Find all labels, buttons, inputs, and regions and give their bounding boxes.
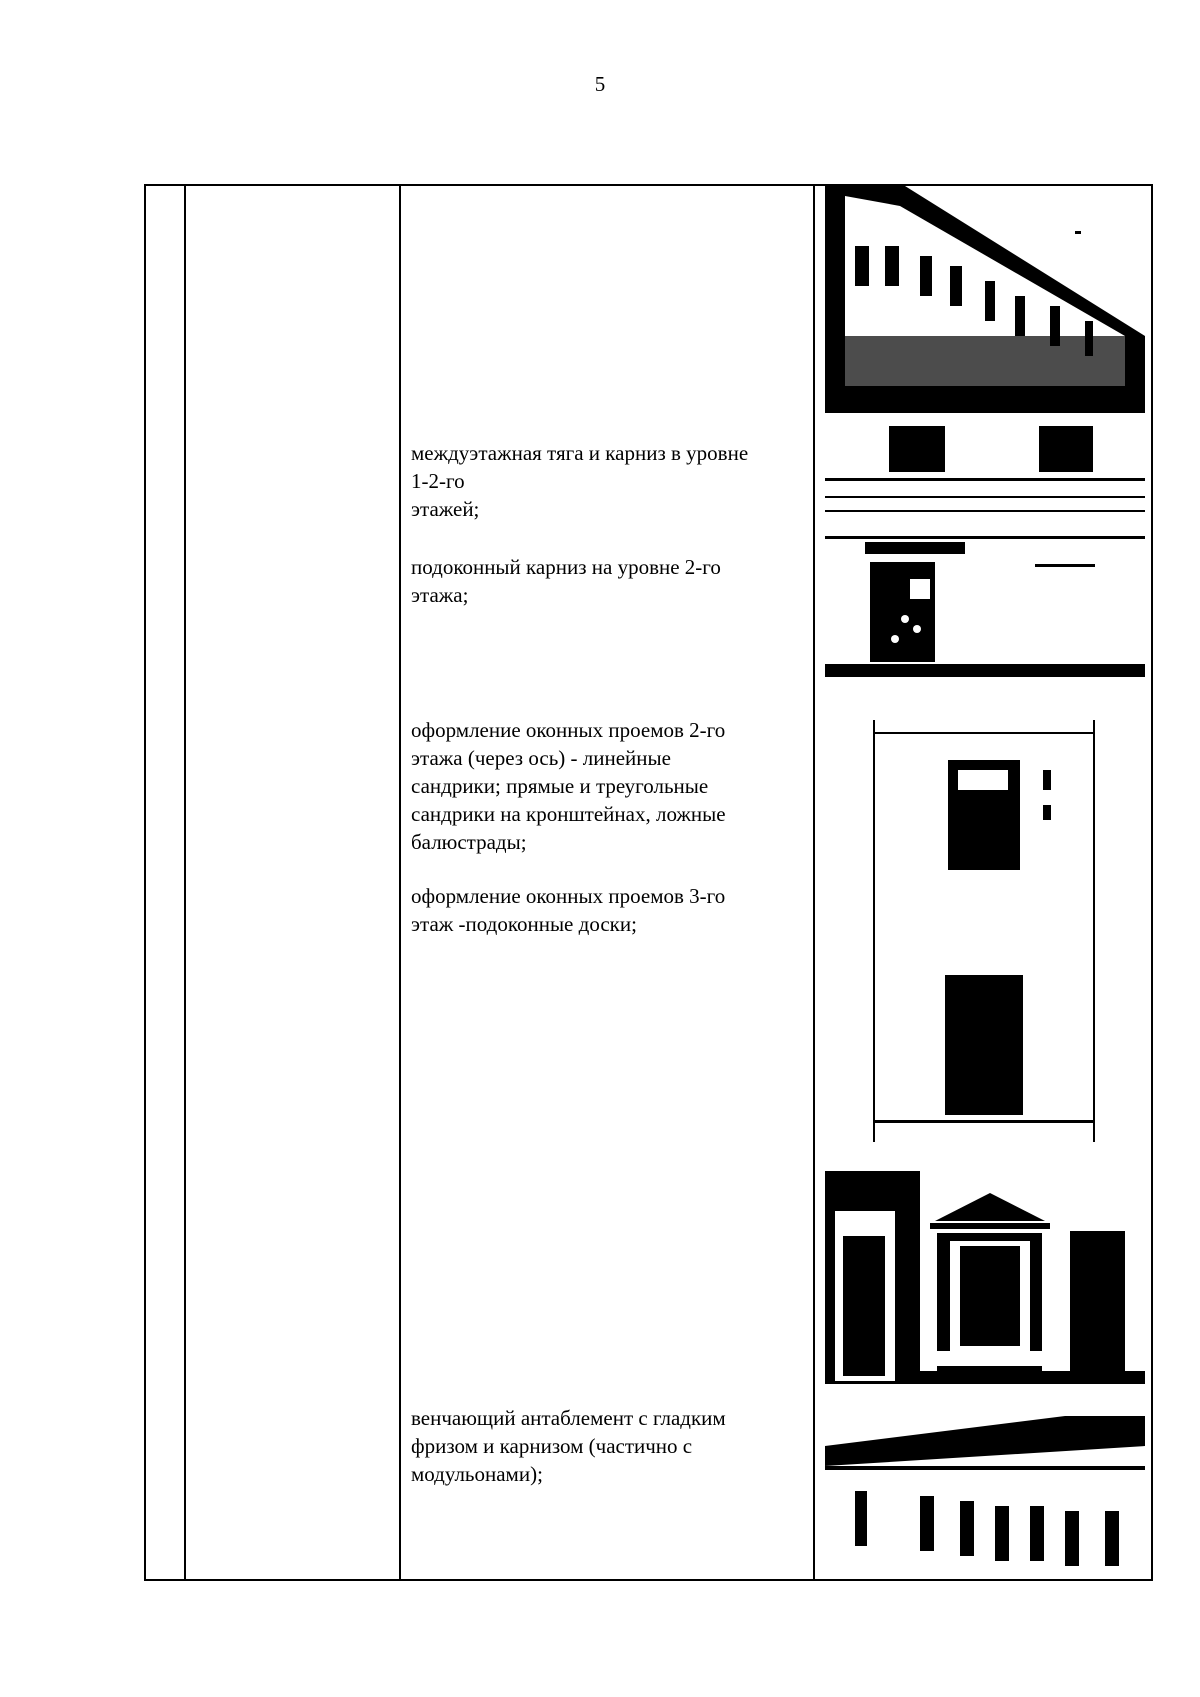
feature-text-interfloor-cornice: междуэтажная тяга и карниз в уровне 1-2-го этажей; [411, 441, 749, 521]
features-table [144, 184, 1153, 1581]
window-openings-photo [873, 720, 1095, 1142]
page-number: 5 [594, 72, 606, 96]
column-divider [184, 186, 186, 1579]
entablature-photo [825, 1416, 1145, 1578]
facade-perspective-photo [825, 186, 1145, 413]
interfloor-cornice-photo [825, 422, 1145, 518]
feature-text-window-3rd-floor: оформление оконных проемов 3-го этаж -подоконные доски; [411, 884, 726, 936]
feature-text-entablature: венчающий антаблемент с гладким фризом и карнизом (частично с модульонами); [411, 1406, 726, 1486]
pediment-window-photo [825, 1171, 1145, 1384]
column-divider [813, 186, 815, 1579]
feature-text-window-2nd-floor: оформление оконных проемов 2-го этажа (через ось) - линейные сандрики; прямые и треугольные сандрики на кронштейнах, ложные балюстрады; [411, 718, 726, 854]
column-divider [399, 186, 401, 1579]
feature-text-sill-cornice: подоконный карниз на уровне 2-го этажа; [411, 555, 721, 607]
sill-cornice-photo [825, 534, 1145, 677]
